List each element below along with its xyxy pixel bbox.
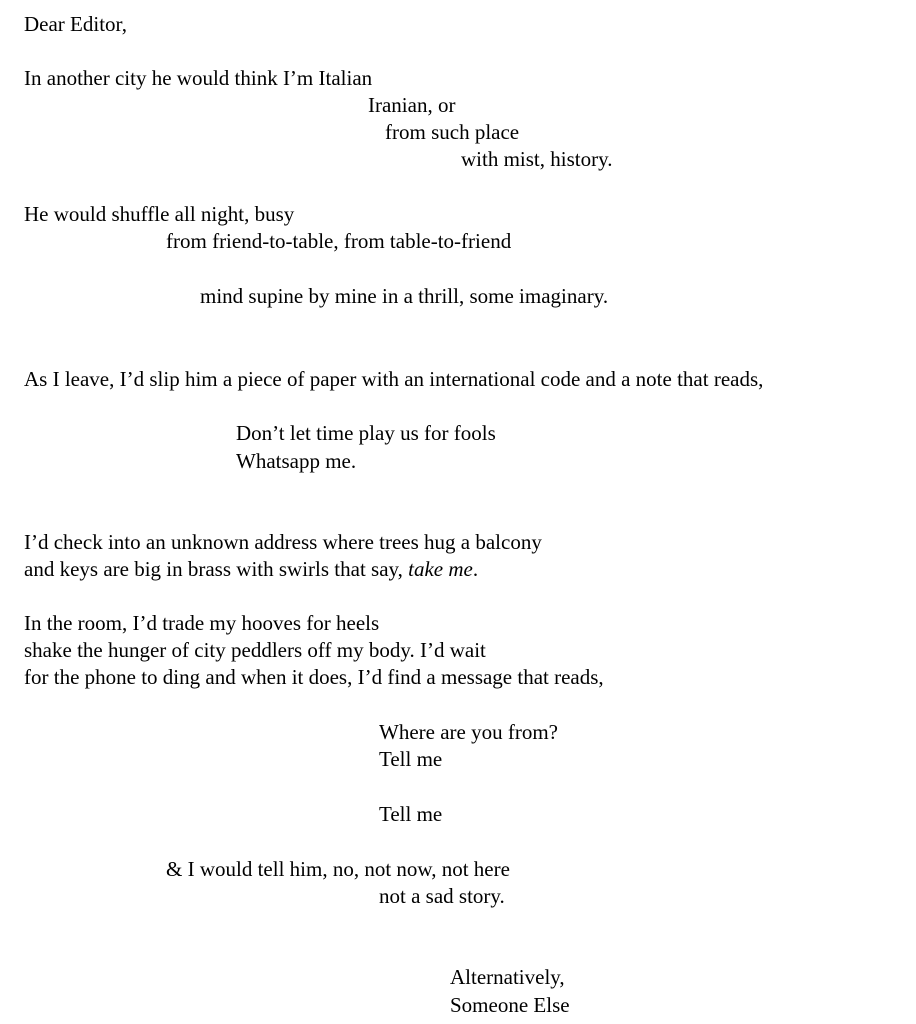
note-line2: Whatsapp me. xyxy=(236,449,357,473)
note-line1: Don’t let time play us for fools xyxy=(236,421,496,445)
stanza1-line2: Iranian, or xyxy=(368,93,456,117)
message-line2: Tell me xyxy=(379,747,443,771)
valediction: Alternatively, xyxy=(450,965,565,989)
salutation: Dear Editor, xyxy=(24,12,127,36)
message-line1: Where are you from? xyxy=(379,720,558,744)
reply-line2: not a sad story. xyxy=(379,884,505,908)
stanza4-line1: I’d check into an unknown address where trees hug a balcony xyxy=(24,530,542,554)
stanza3-line1: As I leave, I’d slip him a piece of paper with an international code and a note that reads, xyxy=(24,367,764,391)
stanza4-line2 xyxy=(24,559,478,580)
stanza1-line1: In another city he would think I’m Italian xyxy=(24,66,373,90)
stanza5-line1: In the room, I’d trade my hooves for heels xyxy=(24,611,380,635)
stanza4-line2-prefix: and keys are big in brass with swirls that say, xyxy=(24,557,409,581)
stanza1-line4: with mist, history. xyxy=(461,147,613,171)
signature: Someone Else xyxy=(450,993,570,1017)
stanza4-line2-suffix: . xyxy=(472,557,479,581)
stanza5-line3: for the phone to ding and when it does, I’d find a message that reads, xyxy=(24,665,604,689)
stanza1-line3: from such place xyxy=(385,120,520,144)
stanza5-line2: shake the hunger of city peddlers off my body. I’d wait xyxy=(24,638,486,662)
stanza2-line1: He would shuffle all night, busy xyxy=(24,202,295,226)
message-line3: Tell me xyxy=(379,802,443,826)
stanza4-line2-italic: take me xyxy=(408,557,473,581)
stanza2-line3: mind supine by mine in a thrill, some imaginary. xyxy=(200,284,609,308)
stanza2-line2: from friend-to-table, from table-to-friend xyxy=(166,229,512,253)
reply-line1: & I would tell him, no, not now, not here xyxy=(166,857,510,881)
